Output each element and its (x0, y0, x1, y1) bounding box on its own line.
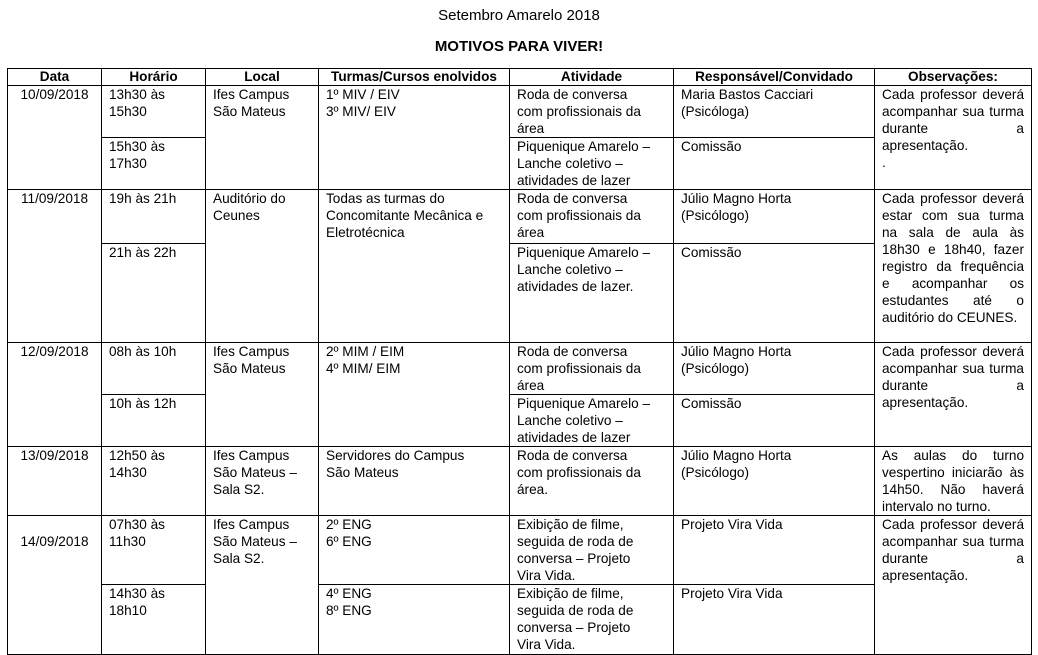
responsible-cell: Comissão (674, 244, 875, 343)
observations-cell: Cada professor deverá acompanhar sua turma durante a apresentação. . (875, 86, 1032, 190)
location-cell: Ifes Campus São Mateus (206, 86, 319, 190)
date-cell: 11/09/2018 (8, 190, 102, 343)
column-header-observacoes: Observações: (875, 69, 1032, 86)
date-cell: 12/09/2018 (8, 343, 102, 447)
time-cell: 12h50 às 14h30 (102, 447, 206, 516)
header-row (8, 69, 1032, 86)
observations-cell: Cada professor deverá acompanhar sua turma durante a apresentação. (875, 343, 1032, 447)
classes-cell: 4º ENG 8º ENG (319, 585, 510, 655)
location-cell: Ifes Campus São Mateus – Sala S2. (206, 447, 319, 516)
time-cell: 21h às 22h (102, 244, 206, 343)
activity-cell: Piquenique Amarelo – Lanche coletivo – atividades de lazer. (510, 244, 674, 343)
responsible-cell: Júlio Magno Horta (Psicólogo) (674, 343, 875, 395)
table-row (8, 516, 1032, 585)
date-cell: 10/09/2018 (8, 86, 102, 190)
column-header-horario: Horário (102, 69, 206, 86)
responsible-cell: Projeto Vira Vida (674, 585, 875, 655)
column-header-responsavel: Responsável/Convidado (674, 69, 875, 86)
document-title: Setembro Amarelo 2018 (438, 7, 600, 24)
activity-cell: Roda de conversa com profissionais da área (510, 86, 674, 138)
table-row (8, 447, 1032, 516)
responsible-cell: Projeto Vira Vida (674, 516, 875, 585)
activity-cell: Piquenique Amarelo – Lanche coletivo – atividades de lazer (510, 395, 674, 447)
responsible-cell: Maria Bastos Cacciari (Psicóloga) (674, 86, 875, 138)
activity-cell: Exibição de filme, seguida de roda de conversa – Projeto Vira Vida. (510, 516, 674, 585)
table-row (8, 190, 1032, 244)
time-cell: 13h30 às 15h30 (102, 86, 206, 138)
time-cell: 10h às 12h (102, 395, 206, 447)
time-cell: 15h30 às 17h30 (102, 138, 206, 190)
table-row (8, 86, 1032, 138)
activity-cell: Piquenique Amarelo – Lanche coletivo – atividades de lazer (510, 138, 674, 190)
activity-cell: Roda de conversa com profissionais da área (510, 190, 674, 244)
activity-cell: Roda de conversa com profissionais da área. (510, 447, 674, 516)
observations-cell: As aulas do turno vespertino iniciarão às 14h50. Não haverá intervalo no turno. (875, 447, 1032, 516)
column-header-atividade: Atividade (510, 69, 674, 86)
activity-cell: Roda de conversa com profissionais da área (510, 343, 674, 395)
column-header-local: Local (206, 69, 319, 86)
responsible-cell: Júlio Magno Horta (Psicólogo) (674, 190, 875, 244)
observations-cell: Cada professor deverá acompanhar sua turma durante a apresentação. (875, 516, 1032, 655)
column-header-turmas: Turmas/Cursos enolvidos (319, 69, 510, 86)
location-cell: Auditório do Ceunes (206, 190, 319, 343)
classes-cell: 2º MIM / EIM 4º MIM/ EIM (319, 343, 510, 447)
document-subtitle: MOTIVOS PARA VIVER! (434, 38, 604, 55)
location-cell: Ifes Campus São Mateus (206, 343, 319, 447)
location-cell: Ifes Campus São Mateus – Sala S2. (206, 516, 319, 655)
classes-cell: 2º ENG 6º ENG (319, 516, 510, 585)
table-row (8, 343, 1032, 395)
column-header-data: Data (8, 69, 102, 86)
time-cell: 07h30 às 11h30 (102, 516, 206, 585)
classes-cell: 1º MIV / EIV 3º MIV/ EIV (319, 86, 510, 190)
activity-cell: Exibição de filme, seguida de roda de conversa – Projeto Vira Vida. (510, 585, 674, 655)
classes-cell: Servidores do Campus São Mateus (319, 447, 510, 516)
responsible-cell: Comissão (674, 395, 875, 447)
date-cell: 13/09/2018 (8, 447, 102, 516)
date-cell: 14/09/2018 (8, 516, 102, 655)
responsible-cell: Júlio Magno Horta (Psicólogo) (674, 447, 875, 516)
observations-cell: Cada professor deverá estar com sua turma na sala de aula às 18h30 e 18h40, fazer registro da frequência e acompanhar os estudantes até o auditório do CEUNES. (875, 190, 1032, 343)
time-cell: 14h30 às 18h10 (102, 585, 206, 655)
responsible-cell: Comissão (674, 138, 875, 190)
classes-cell: Todas as turmas do Concomitante Mecânica e Eletrotécnica (319, 190, 510, 343)
time-cell: 08h às 10h (102, 343, 206, 395)
time-cell: 19h às 21h (102, 190, 206, 244)
schedule-table (7, 68, 1032, 655)
